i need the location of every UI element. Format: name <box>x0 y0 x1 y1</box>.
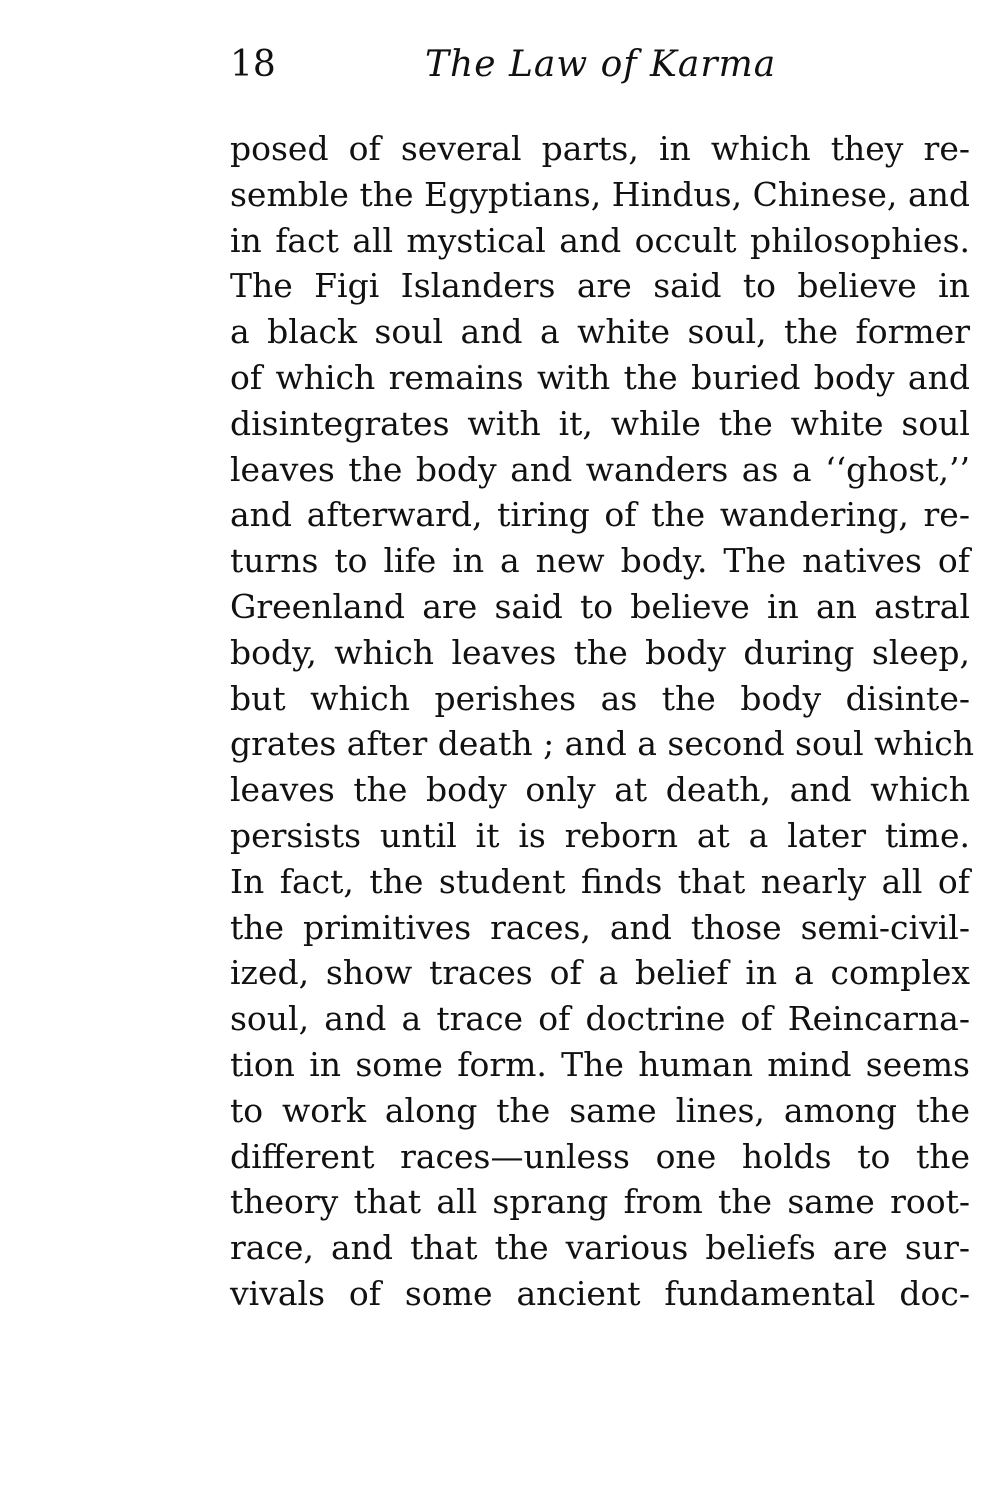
text-line: ized, show traces of a belief in a complex <box>230 953 970 993</box>
text-line: Greenland are said to believe in an astral <box>230 586 970 626</box>
text-line: soul, and a trace of doctrine of Reincarna- <box>230 999 970 1039</box>
text-line: race, and that the various beliefs are sur- <box>230 1228 970 1268</box>
text-line: of which remains with the buried body and <box>230 357 970 397</box>
text-line: to work along the same lines, among the <box>230 1090 970 1130</box>
text-line: leaves the body only at death, and which <box>230 770 970 810</box>
body-text <box>230 126 974 1317</box>
text-line: different races—unless one holds to the <box>230 1136 970 1176</box>
text-line: body, which leaves the body during sleep, <box>230 632 970 672</box>
text-line: in fact all mystical and occult philosophies. <box>230 220 970 260</box>
text-line: but which perishes as the body disinte- <box>230 678 970 718</box>
text-line: persists until it is reborn at a later time. <box>230 815 970 855</box>
page-number: 18 <box>230 44 276 85</box>
text-line: the primitives races, and those semi-civil- <box>230 907 970 947</box>
running-head <box>230 40 970 90</box>
text-line: disintegrates with it, while the white soul <box>230 403 970 443</box>
text-line: and afterward, tiring of the wandering, re- <box>230 495 970 535</box>
text-line: a black soul and a white soul, the former <box>230 312 970 352</box>
text-line: turns to life in a new body. The natives of <box>230 541 970 581</box>
text-line: posed of several parts, in which they re- <box>230 129 970 168</box>
text-line: vivals of some ancient fundamental doc- <box>230 1273 970 1313</box>
text-line: tion in some form. The human mind seems <box>230 1044 970 1084</box>
text-line: grates after death ; and a second soul which <box>230 724 974 764</box>
text-line: theory that all sprang from the same root- <box>230 1182 970 1222</box>
text-line: In fact, the student finds that nearly all of <box>230 861 970 901</box>
running-title: The Law of Karma <box>425 44 777 85</box>
text-line: semble the Egyptians, Hindus, Chinese, and <box>230 174 970 214</box>
text-line: The Figi Islanders are said to believe in <box>230 266 970 306</box>
text-line: leaves the body and wanders as a ‘‘ghost,’’ <box>230 449 970 489</box>
